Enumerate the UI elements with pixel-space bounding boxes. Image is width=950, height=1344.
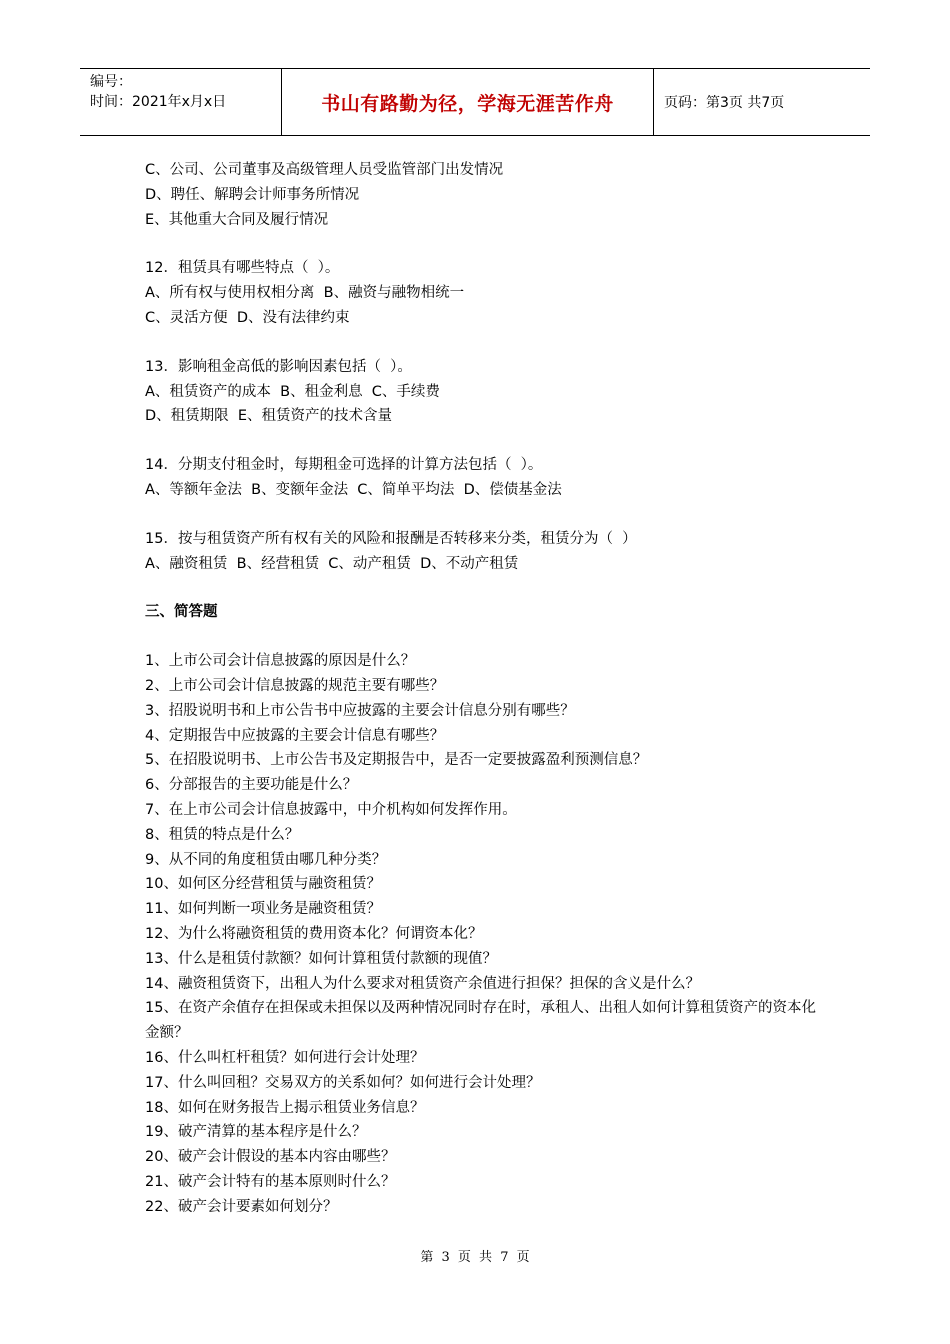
question-text: 12．租赁具有哪些特点（ ）。	[145, 260, 340, 277]
short-answer-list	[145, 649, 825, 1219]
time-label: 时间：2021年x月x日	[90, 94, 227, 110]
list-item: 12、为什么将融资租赁的费用资本化？何谓资本化？	[145, 925, 483, 942]
option-line: A、租赁资产的成本 B、租金利息 C、手续费	[145, 383, 440, 400]
list-item: 4、定期报告中应披露的主要会计信息有哪些？	[145, 727, 445, 744]
question-13	[145, 355, 825, 429]
section-title: 三、简答题	[145, 604, 218, 621]
option-line: D、租赁期限 E、租赁资产的技术含量	[145, 408, 393, 425]
question-text: 14．分期支付租金时，每期租金可选择的计算方法包括（ ）。	[145, 457, 543, 474]
option-line: E、其他重大合同及履行情况	[145, 211, 329, 228]
list-item: 15、在资产余值存在担保或未担保以及两种情况同时存在时，承租人、出租人如何计算租赁资产的资本化金额？	[145, 1000, 816, 1042]
option-line: A、等额年金法 B、变额年金法 C、简单平均法 D、偿债基金法	[145, 481, 562, 498]
question-text: 15．按与租赁资产所有权有关的风险和报酬是否转移来分类，租赁分为（ ）	[145, 530, 637, 547]
document-body	[145, 158, 825, 1219]
list-item: 16、什么叫杠杆租赁？如何进行会计处理？	[145, 1049, 425, 1066]
list-item: 7、在上市公司会计信息披露中，中介机构如何发挥作用。	[145, 801, 517, 818]
option-line: C、公司、公司董事及高级管理人员受监管部门出发情况	[145, 162, 504, 178]
list-item: 17、什么叫回租？交易双方的关系如何？如何进行会计处理？	[145, 1074, 541, 1091]
list-item: 6、分部报告的主要功能是什么？	[145, 777, 358, 794]
question-12	[145, 256, 825, 330]
list-item: 10、如何区分经营租赁与融资租赁？	[145, 876, 381, 893]
list-item: 1、上市公司会计信息披露的原因是什么？	[145, 653, 416, 670]
list-item: 9、从不同的角度租赁由哪几种分类？	[145, 851, 387, 868]
option-line: D、聘任、解聘会计师事务所情况	[145, 186, 360, 203]
question-14	[145, 453, 825, 503]
header-left-cell	[80, 69, 282, 135]
question-15	[145, 527, 825, 577]
question-text: 13．影响租金高低的影响因素包括（ ）。	[145, 358, 412, 375]
list-item: 2、上市公司会计信息披露的规范主要有哪些？	[145, 677, 445, 694]
list-item: 8、租赁的特点是什么？	[145, 826, 300, 843]
header-page-info: 页码：第3页 共7页	[664, 95, 785, 111]
page-header	[80, 68, 870, 136]
list-item: 18、如何在财务报告上揭示租赁业务信息？	[145, 1099, 425, 1116]
option-line: A、所有权与使用权相分离 B、融资与融物相统一	[145, 285, 465, 302]
option-line: C、灵活方便 D、没有法律约束	[145, 309, 350, 326]
header-motto: 书山有路勤为径，学海无涯苦作舟	[282, 69, 654, 135]
list-item: 19、破产清算的基本程序是什么？	[145, 1124, 367, 1141]
option-line: A、融资租赁 B、经营租赁 C、动产租赁 D、不动产租赁	[145, 555, 519, 572]
list-item: 20、破产会计假设的基本内容由哪些？	[145, 1149, 396, 1166]
list-item: 3、招股说明书和上市公告书中应披露的主要会计信息分别有哪些？	[145, 702, 575, 719]
page-footer: 第 3 页 共 7 页	[420, 1250, 530, 1265]
list-item: 22、破产会计要素如何划分？	[145, 1198, 338, 1215]
list-item: 13、什么是租赁付款额？如何计算租赁付款额的现值？	[145, 950, 497, 967]
list-item: 11、如何判断一项业务是融资租赁？	[145, 901, 381, 918]
number-label: 编号：	[90, 74, 132, 90]
list-item: 14、融资租赁资下，出租人为什么要求对租赁资产余值进行担保？担保的含义是什么？	[145, 975, 700, 992]
options-continued	[145, 158, 825, 232]
list-item: 5、在招股说明书、上市公告书及定期报告中，是否一定要披露盈利预测信息？	[145, 752, 648, 769]
list-item: 21、破产会计特有的基本原则时什么？	[145, 1173, 396, 1190]
